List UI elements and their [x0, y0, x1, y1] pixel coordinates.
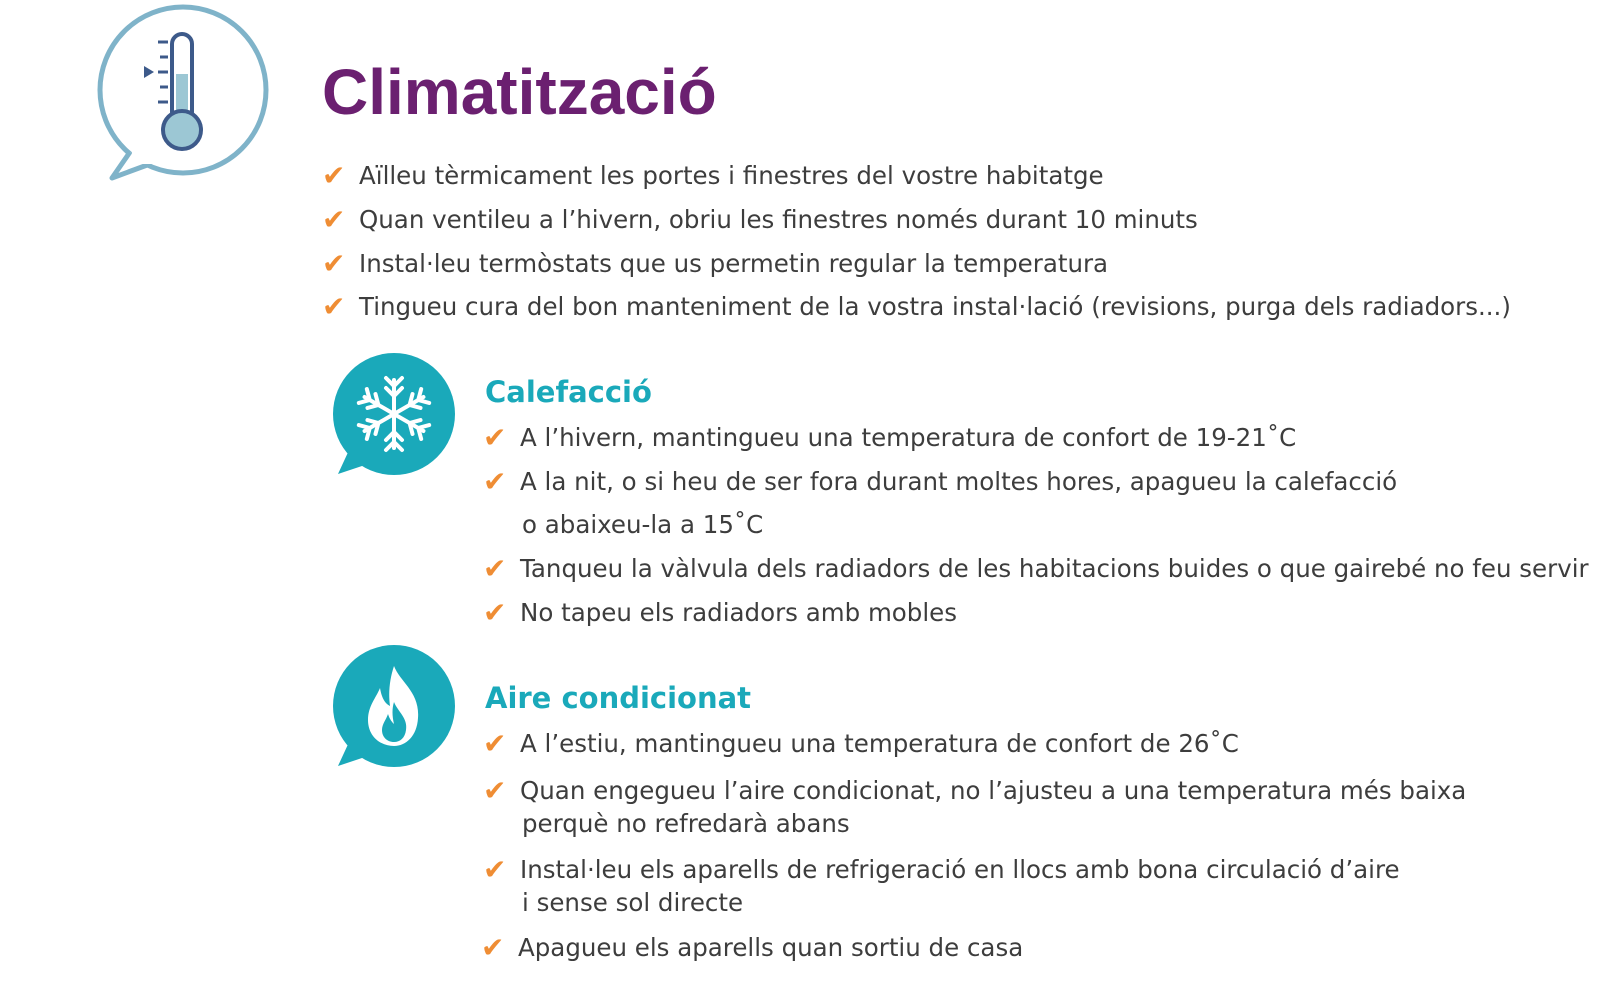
list-item: ✔ Tingueu cura del bon manteniment de la vostra instal·lació (revisions, purga dels radiadors...) [322, 290, 1511, 323]
list-item-continuation: perquè no refredarà abans [522, 809, 850, 838]
check-icon: ✔ [322, 203, 346, 236]
list-item: ✔ A la nit, o si heu de ser fora durant moltes hores, apagueu la calefacció [483, 465, 1398, 498]
check-icon: ✔ [322, 159, 346, 192]
list-item: ✔ A l’estiu, mantingueu una temperatura de confort de 26˚C [483, 727, 1239, 760]
check-icon: ✔ [483, 774, 507, 807]
list-item: ✔ Instal·leu termòstats que us permetin regular la temperatura [322, 247, 1109, 280]
list-item: ✔ Quan ventileu a l’hivern, obriu les finestres només durant 10 minuts [322, 203, 1198, 236]
check-icon: ✔ [322, 247, 346, 280]
list-item-continuation: o abaixeu-la a 15˚C [522, 510, 764, 539]
check-icon: ✔ [483, 853, 507, 886]
flame-bubble-icon [328, 644, 462, 770]
check-icon: ✔ [483, 596, 507, 629]
list-item: ✔ A l’hivern, mantingueu una temperatura de confort de 19-21˚C [483, 421, 1297, 454]
list-item: ✔ Aïlleu tèrmicament les portes i finestres del vostre habitatge [322, 159, 1104, 192]
section-title-heating: Calefacció [485, 375, 652, 409]
check-icon: ✔ [483, 465, 507, 498]
list-item-continuation: i sense sol directe [522, 888, 744, 917]
section-title-cooling: Aire condicionat [485, 681, 752, 715]
page-title: Climatització [322, 56, 717, 128]
list-item: ✔ Tanqueu la vàlvula dels radiadors de les habitacions buides o que gairebé no feu servir [483, 552, 1589, 585]
thermometer-bubble-icon [92, 2, 274, 184]
check-icon: ✔ [483, 552, 507, 585]
check-icon: ✔ [483, 727, 507, 760]
check-icon: ✔ [481, 931, 505, 964]
check-icon: ✔ [483, 421, 507, 454]
list-item: ✔ No tapeu els radiadors amb mobles [483, 596, 957, 629]
snowflake-bubble-icon [328, 352, 462, 478]
list-item: ✔ Instal·leu els aparells de refrigeració en llocs amb bona circulació d’aire [483, 853, 1400, 886]
list-item: ✔ Quan engegueu l’aire condicionat, no l’ajusteu a una temperatura més baixa [483, 774, 1467, 807]
list-item: ✔ Apagueu els aparells quan sortiu de casa [481, 931, 1024, 964]
check-icon: ✔ [322, 290, 346, 323]
